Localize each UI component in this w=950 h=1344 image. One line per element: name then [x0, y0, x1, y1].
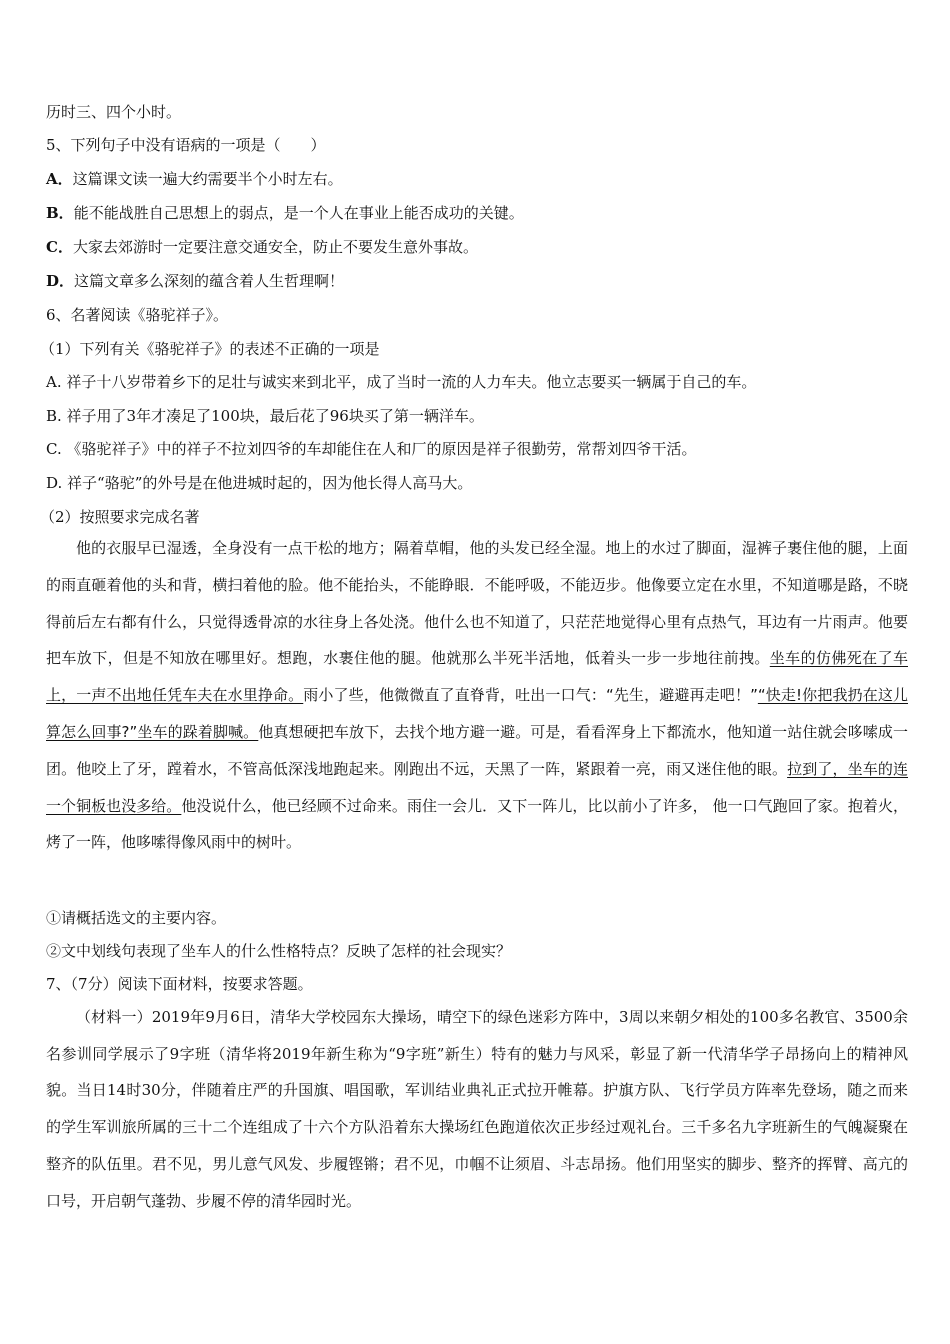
underlined-sentence-1: 坐车的仿佛死在了车上，一声不出地任凭车夫在水里挣命。: [46, 649, 908, 705]
question-5-option-b: [46, 202, 908, 224]
question-6-option-d: D. 祥子“骆驼”的外号是在他进城时起的，因为他长得人高马大。: [46, 474, 473, 492]
option-letter: D．: [46, 272, 75, 290]
underlined-sentence-3: 拉到了，坐车的连一个铜板也没多给。: [46, 759, 908, 815]
option-letter: B．: [46, 204, 74, 222]
excerpt-text: 他真想硬把车放下，去找个地方避一避。可是，看看浑身上下都流水，他知道一站住就会哆嗦成一团。他咬上了牙，蹚着水，不管高低深浅地跑起来。刚跑出不远，天黑了一阵，紧跟着一亮，雨又迷住他的眼。: [46, 722, 908, 778]
question-6-task-2: ②文中划线句表现了坐车人的什么性格特点？反映了怎样的社会现实？: [46, 942, 512, 960]
question-6-sub-1: （1）下列有关《骆驼祥子》的表述不正确的一项是: [40, 340, 380, 358]
option-letter: C．: [46, 238, 73, 256]
option-text: 大家去郊游时一定要注意交通安全，防止不要发生意外事故。: [72, 238, 478, 256]
excerpt-text: 他没说什么，他已经顾不过命来。雨住一会儿．又下一阵儿，比以前小了许多， 他一口气跑回了家。抱着火，烤了一阵，他哆嗦得像风雨中的树叶。: [46, 796, 908, 852]
intro-line: 历时三、四个小时。: [46, 103, 182, 121]
question-5-stem: 5、下列句子中没有语病的一项是（ ）: [46, 136, 326, 154]
question-5-option-d: [46, 270, 908, 292]
option-letter: A．: [46, 170, 73, 188]
question-7-material-1: （材料一）2019年9月6日，清华大学校园东大操场，晴空下的绿色迷彩方阵中，3周以来朝夕相处的100多名教官、3500余名参训同学展示了9字班（清华将2019年新生称为“9字班”新生）特有的魅力与风采，彰显了新一代清华学子昂扬向上的精神风貌。当日14时30分，伴随着庄严的升国旗、唱国歌，军训结业典礼正式拉开帷幕。护旗方队、飞行学员方阵率先登场，随之而来的学生军训旅所属的三十二个连组成了十六个方队沿着东大操场红色跑道依次正步经过观礼台。三千多名九字班新生的气魄凝聚在整齐的队伍里。君不见，男儿意气风发、步履铿锵；君不见，巾帼不让须眉、斗志昂扬。他们用坚实的脚步、整齐的挥臂、高亢的口号，开启朝气蓬勃、步履不停的清华园时光。: [46, 1008, 908, 1210]
underlined-sentence-2: “快走!你把我扔在这儿算怎么回事?”坐车的跺着脚喊。: [46, 686, 908, 741]
question-7-stem: 7、（7分）阅读下面材料，按要求答题。: [46, 975, 313, 993]
option-text: 能不能战胜自己思想上的弱点，是一个人在事业上能否成功的关键。: [73, 204, 524, 222]
option-text: 这篇课文读一遍大约需要半个小时左右。: [72, 170, 343, 188]
question-6-task-1: ①请概括选文的主要内容。: [46, 909, 227, 927]
excerpt-text: 他的衣服早已湿透，全身没有一点干松的地方；隔着草帽，他的头发已经全湿。地上的水过了脚面，湿裤子裹住他的腿，上面的雨直砸着他的头和背，横扫着他的脸。他不能抬头，不能睁眼．不能呼吸，不能迈步。他像要立定在水里，不知道哪是路，不晓得前后左右都有什么，只觉得透骨凉的水往身上各处浇。他什么也不知道了，只茫茫地觉得心里有点热气，耳边有一片雨声。他要把车放下，但是不知放在哪里好。想跑，水裹住他的腿。他就那么半死半活地，低着头一步一步地往前拽。: [46, 539, 908, 668]
question-6-option-b: B. 祥子用了3年才凑足了100块，最后花了96块买了第一辆洋车。: [46, 407, 484, 425]
question-6-sub-2: （2）按照要求完成名著: [40, 508, 200, 526]
question-6-option-a: A. 祥子十八岁带着乡下的足壮与诚实来到北平，成了当时一流的人力车夫。他立志要买一辆属于自己的车。: [46, 373, 757, 391]
question-6-stem: 6、名著阅读《骆驼祥子》。: [46, 306, 229, 324]
option-text: 这篇文章多么深刻的蕴含着人生哲理啊！: [74, 272, 345, 290]
excerpt-text: 雨小了些，他微微直了直脊背，吐出一口气：“先生，避避再走吧！”: [303, 686, 758, 705]
novel-excerpt: [46, 530, 908, 861]
question-6-option-c: C. 《骆驼祥子》中的祥子不拉刘四爷的车却能住在人和厂的原因是祥子很勤劳，常帮刘四爷干活。: [46, 440, 697, 458]
question-5-option-c: [46, 236, 908, 258]
question-5-option-a: [46, 168, 908, 190]
